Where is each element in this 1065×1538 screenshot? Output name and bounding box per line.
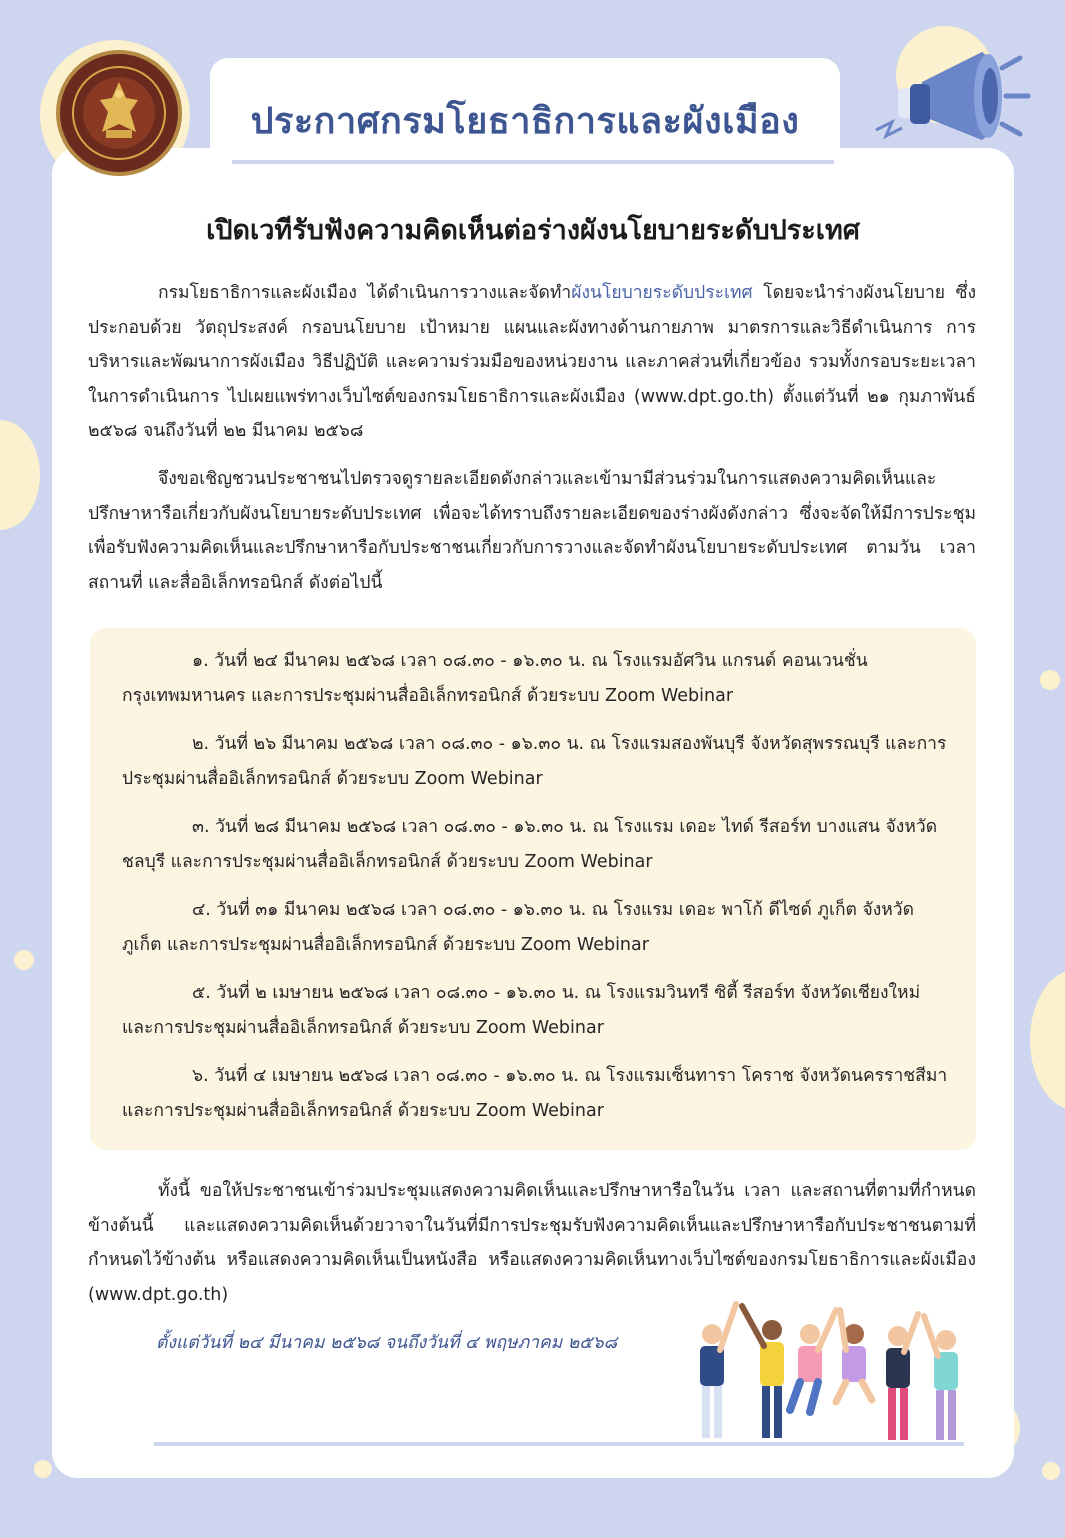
celebrating-people-illustration [686, 1290, 976, 1450]
megaphone-icon [862, 38, 1032, 158]
decor-circle [14, 950, 34, 970]
title-underline [232, 160, 834, 164]
closing-paragraph: ทั้งนี้ ขอให้ประชาชนเข้าร่วมประชุมแสดงความคิดเห็นและปรึกษาหารือในวัน เวลา และสถานที่ตามที่กำหนดข้างต้นนี้ และแสดงความคิดเห็นด้วยวาจาในวันที่มีการประชุมรับฟังความคิดเห็นและปรึกษาหารือกับประชาชนตามที่กำหนดไว้ข้างต้น หรือแสดงความคิดเห็นเป็นหนังสือ หรือแสดงความคิดเห็นทางเว็บไซต์ของกรมโยธาธิการและผังเมือง (www.dpt.go.th) [88, 1181, 976, 1305]
schedule-item-1: ๑. วันที่ ๒๔ มีนาคม ๒๕๖๘ เวลา ๐๘.๓๐ - ๑๖.๓๐ น. ณ โรงแรมอัศวิน แกรนด์ คอนเวนชั่น กรุงเทพมหานคร และการประชุมผ่านสื่ออิเล็กทรอนิกส์ ด้วยระบบ Zoom Webinar [122, 651, 868, 706]
decor-circle [1040, 670, 1060, 690]
decor-circle [1042, 1462, 1060, 1480]
intro-paragraph-1 [88, 276, 976, 449]
intro-text-start: กรมโยธาธิการและผังเมือง ได้ดำเนินการวางและจัดทำ [158, 283, 572, 303]
schedule-item-5: ๕. วันที่ ๒ เมษายน ๒๕๖๘ เวลา ๐๘.๓๐ - ๑๖.๓๐ น. ณ โรงแรมวินทรี ซิตี้ รีสอร์ท จังหวัดเชียงใหม่ และการประชุมผ่านสื่ออิเล็กทรอนิกส์ ด้วยระบบ Zoom Webinar [122, 983, 921, 1038]
schedule-item-6: ๖. วันที่ ๔ เมษายน ๒๕๖๘ เวลา ๐๘.๓๐ - ๑๖.๓๐ น. ณ โรงแรมเซ็นทารา โคราช จังหวัดนครราชสีมา และการประชุมผ่านสื่ออิเล็กทรอนิกส์ ด้วยระบบ Zoom Webinar [122, 1066, 948, 1121]
meeting-schedule-box [90, 628, 976, 1150]
schedule-item-3: ๓. วันที่ ๒๘ มีนาคม ๒๕๖๘ เวลา ๐๘.๓๐ - ๑๖.๓๐ น. ณ โรงแรม เดอะ ไทด์ รีสอร์ท บางแสน จังหวัดชลบุรี และการประชุมผ่านสื่ออิเล็กทรอนิกส์ ด้วยระบบ Zoom Webinar [122, 817, 938, 872]
policy-plan-highlight: ผังนโยบายระดับประเทศ [571, 283, 753, 303]
announcement-heading: เปิดเวทีรับฟังความคิดเห็นต่อร่างผังนโยบายระดับประเทศ [206, 215, 860, 246]
decor-circle [34, 1460, 52, 1478]
intro-text-rest: โดยจะนำร่างผังนโยบาย ซึ่งประกอบด้วย วัตถุประสงค์ กรอบนโยบาย เป้าหมาย แผนและผังทางด้านกายภาพ มาตรการและวิธีดำเนินการ การบริหารและพัฒนาการผังเมือง วิธีปฏิบัติ และความร่วมมือของหน่วยงาน และภาคส่วนที่เกี่ยวข้อง รวมทั้งกรอบระยะเวลาในการดำเนินการ ไปเผยแพร่ทางเว็บไซต์ของกรมโยธาธิการและผังเมือง (www.dpt.go.th) ตั้งแต่วันที่ ๒๑ กุมภาพันธ์ ๒๕๖๘ จนถึงวันที่ ๒๒ มีนาคม ๒๕๖๘ [88, 283, 976, 441]
comment-period-date: ตั้งแต่วันที่ ๒๔ มีนาคม ๒๕๖๘ จนถึงวันที่ ๔ พฤษภาคม ๒๕๖๘ [156, 1333, 618, 1353]
intro-paragraph-2: จึงขอเชิญชวนประชาชนไปตรวจดูรายละเอียดดังกล่าวและเข้ามามีส่วนร่วมในการแสดงความคิดเห็นและปรึกษาหารือเกี่ยวกับผังนโยบายระดับประเทศ เพื่อจะได้ทราบถึงรายละเอียดของร่างผังดังกล่าว ซึ่งจะจัดให้มีการประชุมเพื่อรับฟังความคิดเห็นและปรึกษาหารือกับประชาชนเกี่ยวกับการวางและจัดทำผังนโยบายระดับประเทศ ตามวัน เวลา สถานที่ และสื่ออิเล็กทรอนิกส์ ดังต่อไปนี้ [88, 469, 976, 593]
page-title: ประกาศกรมโยธาธิการและผังเมือง [250, 101, 800, 142]
decor-circle [0, 420, 40, 530]
title-banner [210, 58, 840, 166]
department-seal-icon [56, 50, 182, 176]
footer-divider [154, 1442, 964, 1446]
decor-circle [1030, 970, 1065, 1110]
schedule-item-2: ๒. วันที่ ๒๖ มีนาคม ๒๕๖๘ เวลา ๐๘.๓๐ - ๑๖.๓๐ น. ณ โรงแรมสองพันบุรี จังหวัดสุพรรณบุรี และการประชุมผ่านสื่ออิเล็กทรอนิกส์ ด้วยระบบ Zoom Webinar [122, 734, 947, 789]
schedule-item-4: ๔. วันที่ ๓๑ มีนาคม ๒๕๖๘ เวลา ๐๘.๓๐ - ๑๖.๓๐ น. ณ โรงแรม เดอะ พาโก้ ดีไซด์ ภูเก็ต จังหวัดภูเก็ต และการประชุมผ่านสื่ออิเล็กทรอนิกส์ ด้วยระบบ Zoom Webinar [122, 900, 914, 955]
